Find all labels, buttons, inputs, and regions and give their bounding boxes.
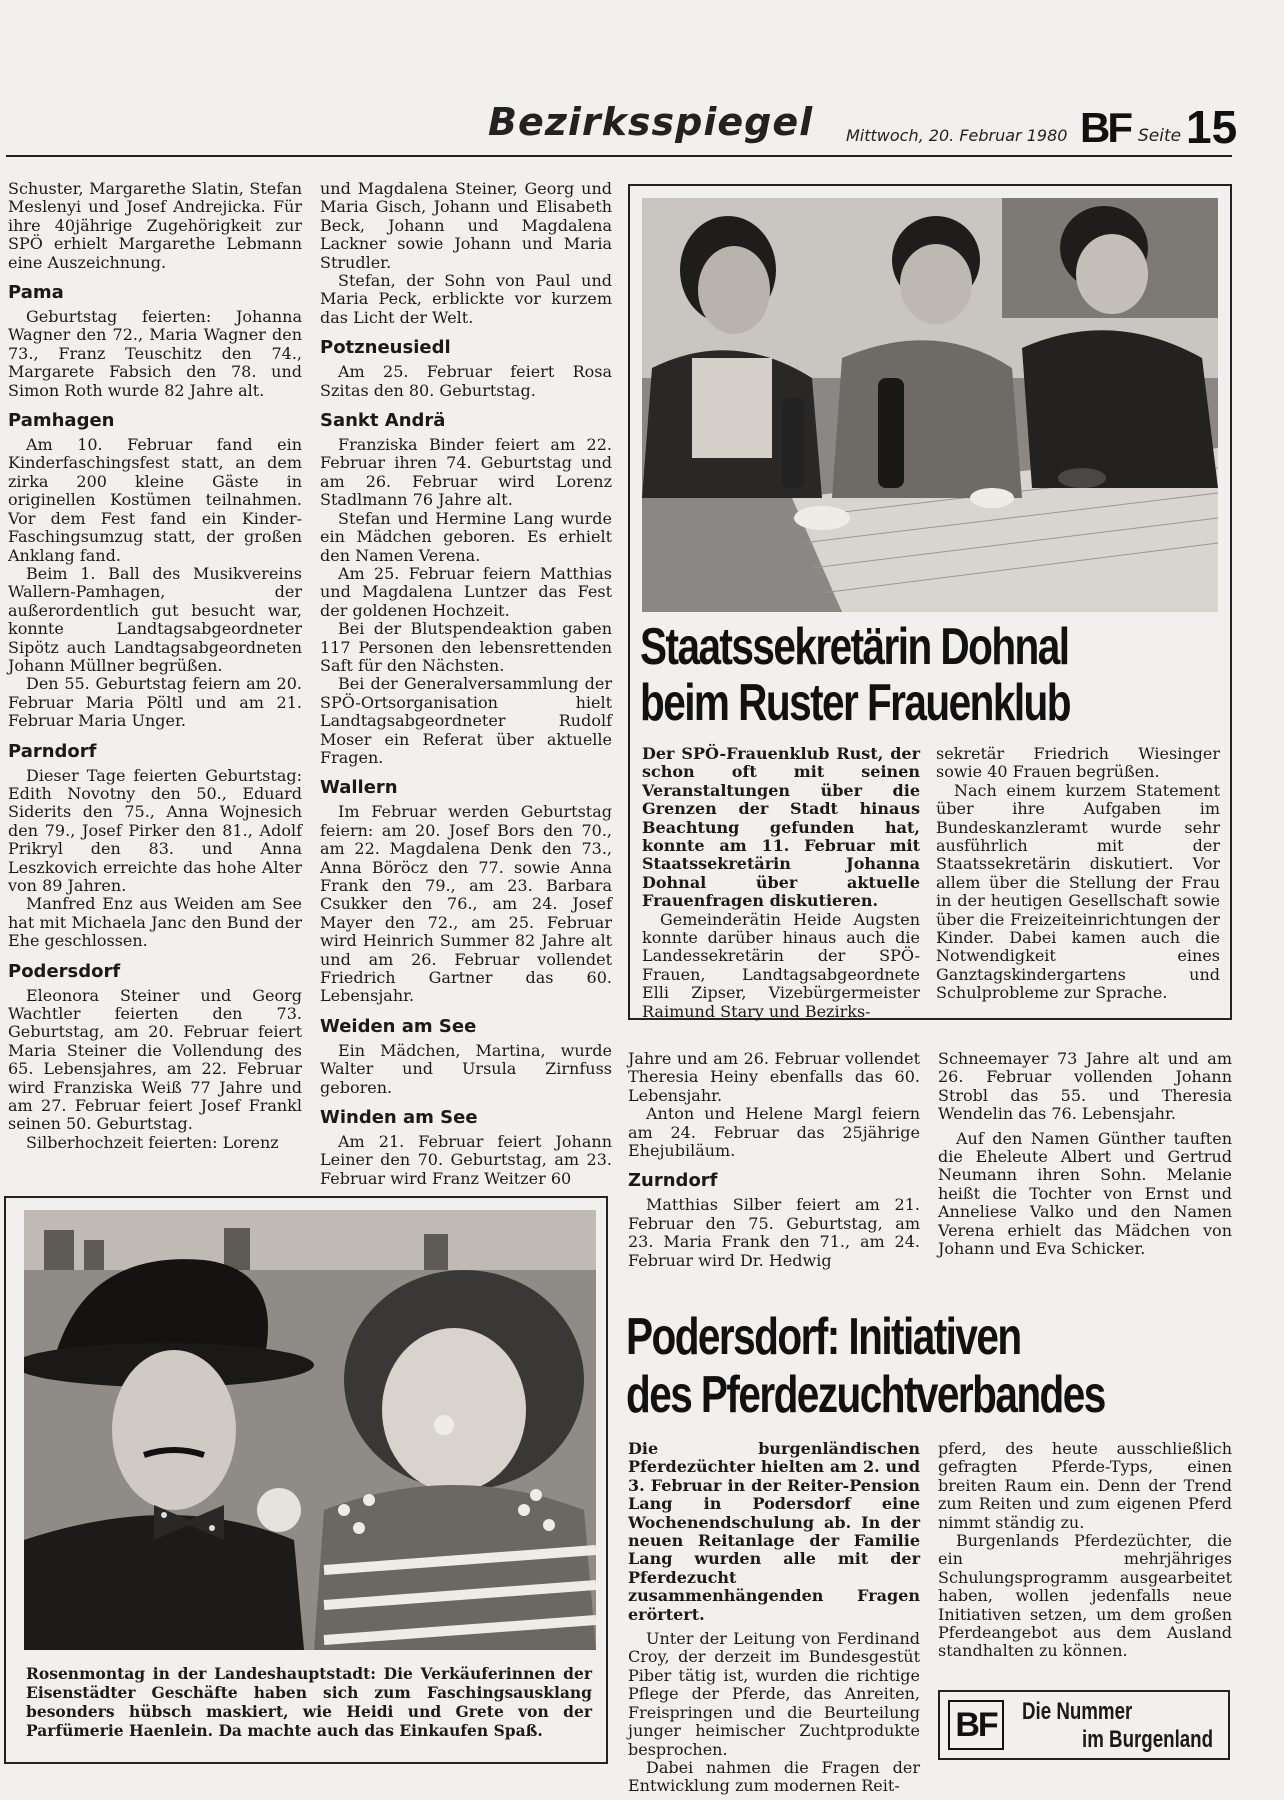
column-4-continuation	[938, 1050, 1232, 1258]
issue-date: Mittwoch, 20. Februar 1980	[846, 126, 1068, 145]
col2-intro: und Magdalena Steiner, Georg und Maria Gisch, Johann und Elisabeth Beck, Johann und Magdalena Lackner sowie Johann und Maria Strudler.	[320, 179, 612, 272]
col4-text-2: Auf den Namen Günther tauften die Eheleute Albert und Gertrud Neumann ihren Sohn. Melanie heißt die Tochter von Ernst und Anneliese Valko und den Namen Verena erhielt das Mädchen von Johann und Eva Schicker.	[938, 1128, 1232, 1259]
column-2	[320, 180, 612, 1188]
header-rule	[6, 155, 1232, 157]
dohnal-lead: Der SPÖ-Frauenklub Rust, der schon oft mit seinen Veranstaltungen über die Grenzen der Stadt hinaus Beachtung gefunden hat, konnte am 11. Februar mit Staatssekretärin Johanna Dohnal über aktuelle Frauenfragen diskutieren.	[642, 744, 920, 911]
col3-text-1: Jahre und am 26. Februar vollendet Theresia Heiny ebenfalls das 60. Lebensjahr.	[628, 1049, 920, 1105]
col4-text-1: Schneemayer 73 Jahre alt und am 26. Februar vollenden Johann Strobl das 55. und Theresia Wendelin das 76. Lebensjahr.	[938, 1049, 1232, 1124]
podersdorf-text-1: Eleonora Steiner und Georg Wachtler feierten den 73. Geburtstag, am 20. Februar feiert Maria Steiner die Vollendung des 65. Lebensjahres, am 22. Februar wird Franziska Weiß 77 Jahre und am 27. Februar feiert Josef Frankl seinen 50. Geburtstag.	[8, 985, 302, 1134]
ad-logo: BF	[948, 1700, 1004, 1750]
parndorf-text-1: Dieser Tage feierten Geburtstag: Edith Novotny den 50., Eduard Siderits den 75., Anna Wojnesich den 79., Josef Pirker den 81., Adolf Prikryl den 83. und Anna Leszkovich erreichte das hohe Alter von 89 Jahren.	[8, 765, 302, 895]
ad-line-2: im Burgenland	[1082, 1726, 1214, 1753]
podersdorf-text-2: Silberhochzeit feierten: Lorenz	[26, 1132, 279, 1152]
frauenklub-photo-illustration	[642, 198, 1218, 612]
dohnal-column-right	[936, 745, 1220, 1003]
bf-logo: BF	[1080, 104, 1130, 151]
bf-advertisement	[938, 1690, 1230, 1760]
sankt-andrae-text-5: Bei der Generalversammlung der SPÖ-Ortsorganisation hielt Landtagsabgeordneter Rudolf Moser ein Referat über aktuelle Fragen.	[320, 674, 612, 767]
col3-text-2: Anton und Helene Margl feiern am 24. Februar das 25jährige Ehejubiläum.	[628, 1104, 920, 1161]
pamhagen-text-2: Beim 1. Ball des Musikvereins Wallern-Pamhagen, der außerordentlich gut besucht war, konnte Landtagsabgeordneter Sipötz auch Landtagsabgeordneten Johann Müllner begrüßen.	[8, 563, 302, 675]
page-label: Seite	[1138, 126, 1182, 146]
dohnal-headline-line-2: beim Ruster Frauenklub	[640, 674, 1070, 732]
pferde-text-3: pferd, des heute ausschließlich gefragten Pferde-Typs, einen breiten Raum ein. Denn der Trend zum Reiten und zum eigenen Pferd nimmt ständig zu.	[938, 1439, 1232, 1532]
heading-weiden: Weiden am See	[320, 1015, 477, 1037]
col1-intro: Schuster, Margarethe Slatin, Stefan Meslenyi und Josef Andrejicka. Für ihre 40jährige Zugehörigkeit zur SPÖ erhielt Margarethe Lebmann eine Auszeichnung.	[8, 179, 302, 272]
heading-pamhagen: Pamhagen	[8, 410, 115, 432]
sankt-andrae-text-3: Am 25. Februar feiern Matthias und Magdalena Luntzer das Fest der goldenen Hochzeit.	[320, 563, 612, 620]
column-1	[8, 180, 302, 1152]
pama-text: Geburtstag feierten: Johanna Wagner den 72., Maria Wagner den 73., Franz Teuschitz den 74., Margarete Fabsich den 78. und Simon Roth wurde 82 Jahre alt.	[8, 307, 302, 400]
pferde-headline-line-1: Podersdorf: Initiativen	[626, 1308, 1021, 1366]
potzneusiedl-text: Am 25. Februar feiert Rosa Szitas den 80. Geburtstag.	[320, 362, 612, 400]
parndorf-text-2: Manfred Enz aus Weiden am See hat mit Michaela Janc den Bund der Ehe geschlossen.	[8, 894, 302, 951]
column-3-continuation	[628, 1050, 920, 1270]
ad-line-1: Die Nummer	[1022, 1698, 1133, 1725]
heading-parndorf: Parndorf	[8, 740, 97, 762]
heading-podersdorf: Podersdorf	[8, 960, 121, 982]
weiden-text: Ein Mädchen, Martina, wurde Walter und Ursula Zirnfuss geboren.	[320, 1040, 612, 1097]
pferde-text-1: Unter der Leitung von Ferdinand Croy, der derzeit im Bundesgestüt Piber tätig ist, wurden die richtige Pflege der Pferde, das Anreiten, Freispringen und die Beurteilung junger heimischer Zuchtprodukte besprochen.	[628, 1629, 920, 1759]
carnival-caption: Rosenmontag in der Landeshauptstadt: Die Verkäuferinnen der Eisenstädter Geschäfte haben sich zum Faschingsausklang besonders hübsch maskiert, wie Heidi und Grete von der Parfümerie Haenlein. Da machte auch das Einkaufen Spaß.	[26, 1664, 592, 1740]
heading-sankt-andrae: Sankt Andrä	[320, 410, 446, 432]
winden-text: Am 21. Februar feiert Johann Leiner den 70. Geburtstag, am 23. Februar wird Franz Weitzer 60	[320, 1132, 612, 1188]
carnival-photo	[24, 1210, 596, 1650]
dohnal-text-3: Nach einem kurzem Statement über ihre Aufgaben im Bundeskanzleramt wurde sehr ausführlich mit der Staatssekretärin diskutiert. Vor allem über die Stellung der Frau in der heutigen Gesellschaft sowie über die Freizeiteinrichtungen der Kinder. Dabei kamen auch die Notwendigkeit eines Ganztagskindergartens und Schulprobleme zur Sprache.	[936, 780, 1220, 1003]
pamhagen-text-1: Am 10. Februar fand ein Kinderfaschingsfest statt, an dem zirka 200 kleine Gäste in originellen Kostümen teilnahmen. Vor dem Fest fand ein Kinder-Faschingsumzug statt, der großen Anklang fand.	[8, 435, 302, 565]
wallern-text: Im Februar werden Geburtstag feiern: am 20. Josef Bors den 70., am 22. Magdalena Denk den 73., Anna Böröcz den 77. sowie Anna Frank den 79., am 23. Barbara Csukker den 76., am 24. Josef Mayer den 72., am 25. Februar wird Heinrich Summer 82 Jahre alt und am 26. Februar vollendet Friedrich Gartner das 60. Lebensjahr.	[320, 802, 612, 1006]
dohnal-headline-line-1: Staatssekretärin Dohnal	[640, 618, 1069, 676]
col2-intro-2: Stefan, der Sohn von Paul und Maria Peck, erblickte vor kurzem das Licht der Welt.	[320, 271, 612, 327]
pferde-text-2: Dabei nahmen die Fragen der Entwicklung zum modernen Reit-	[628, 1757, 920, 1796]
pferde-column-right	[938, 1440, 1232, 1661]
heading-zurndorf: Zurndorf	[628, 1170, 718, 1192]
frauenklub-photo	[642, 198, 1218, 612]
pamhagen-text-3: Den 55. Geburtstag feiern am 20. Februar Maria Pöltl und am 21. Februar Maria Unger.	[8, 674, 302, 731]
pferde-lead: Die burgenländischen Pferdezüchter hielten am 2. und 3. Februar in der Reiter-Pension Lang in Podersdorf eine Wochenendschulung ab. In der neuen Reitanlage der Familie Lang wurden alle mit der Pferdezucht zusammenhängenden Fragen erörtert.	[628, 1439, 920, 1624]
heading-pama: Pama	[8, 282, 64, 304]
sankt-andrae-text-4: Bei der Blutspendeaktion gaben 117 Personen den lebensrettenden Saft für den Nächsten.	[320, 619, 612, 675]
pferde-text-4: Burgenlands Pferdezüchter, die ein mehrjähriges Schulungsprogramm ausgearbeitet haben, wollen jedenfalls neue Initiativen setzen, um dem großen Pferdeangebot aus dem Ausland standhalten zu können.	[938, 1531, 1232, 1661]
heading-winden: Winden am See	[320, 1107, 478, 1129]
heading-potzneusiedl: Potzneusiedl	[320, 337, 451, 359]
pferde-headline-line-2: des Pferdezuchtverbandes	[626, 1366, 1105, 1424]
heading-wallern: Wallern	[320, 777, 398, 799]
dohnal-column-left	[642, 745, 920, 1021]
sankt-andrae-text-2: Stefan und Hermine Lang wurde ein Mädchen geboren. Es erhielt den Namen Verena.	[320, 508, 612, 565]
sankt-andrae-text-1: Franziska Binder feiert am 22. Februar ihren 74. Geburtstag und am 26. Februar wird Lorenz Stadlmann 76 Jahre alt.	[320, 435, 612, 510]
page-header	[0, 0, 1284, 160]
dohnal-text-2: sekretär Friedrich Wiesinger sowie 40 Frauen begrüßen.	[936, 744, 1220, 782]
zurndorf-text: Matthias Silber feiert am 21. Februar den 75. Geburtstag, am 23. Maria Frank den 71., am 24. Februar wird Dr. Hedwig	[628, 1195, 920, 1270]
section-title: Bezirksspiegel	[488, 100, 814, 144]
carnival-photo-illustration	[24, 1210, 596, 1650]
pferde-column-left	[628, 1440, 920, 1796]
page-number: 15	[1186, 101, 1238, 153]
dohnal-text-1: Gemeinderätin Heide Augsten konnte darüber hinaus auch die Landessekretärin der SPÖ-Frauen, Landtagsabgeordnete Elli Zipser, Vizebürgermeister Raimund Stary und Bezirks-	[642, 909, 920, 1021]
